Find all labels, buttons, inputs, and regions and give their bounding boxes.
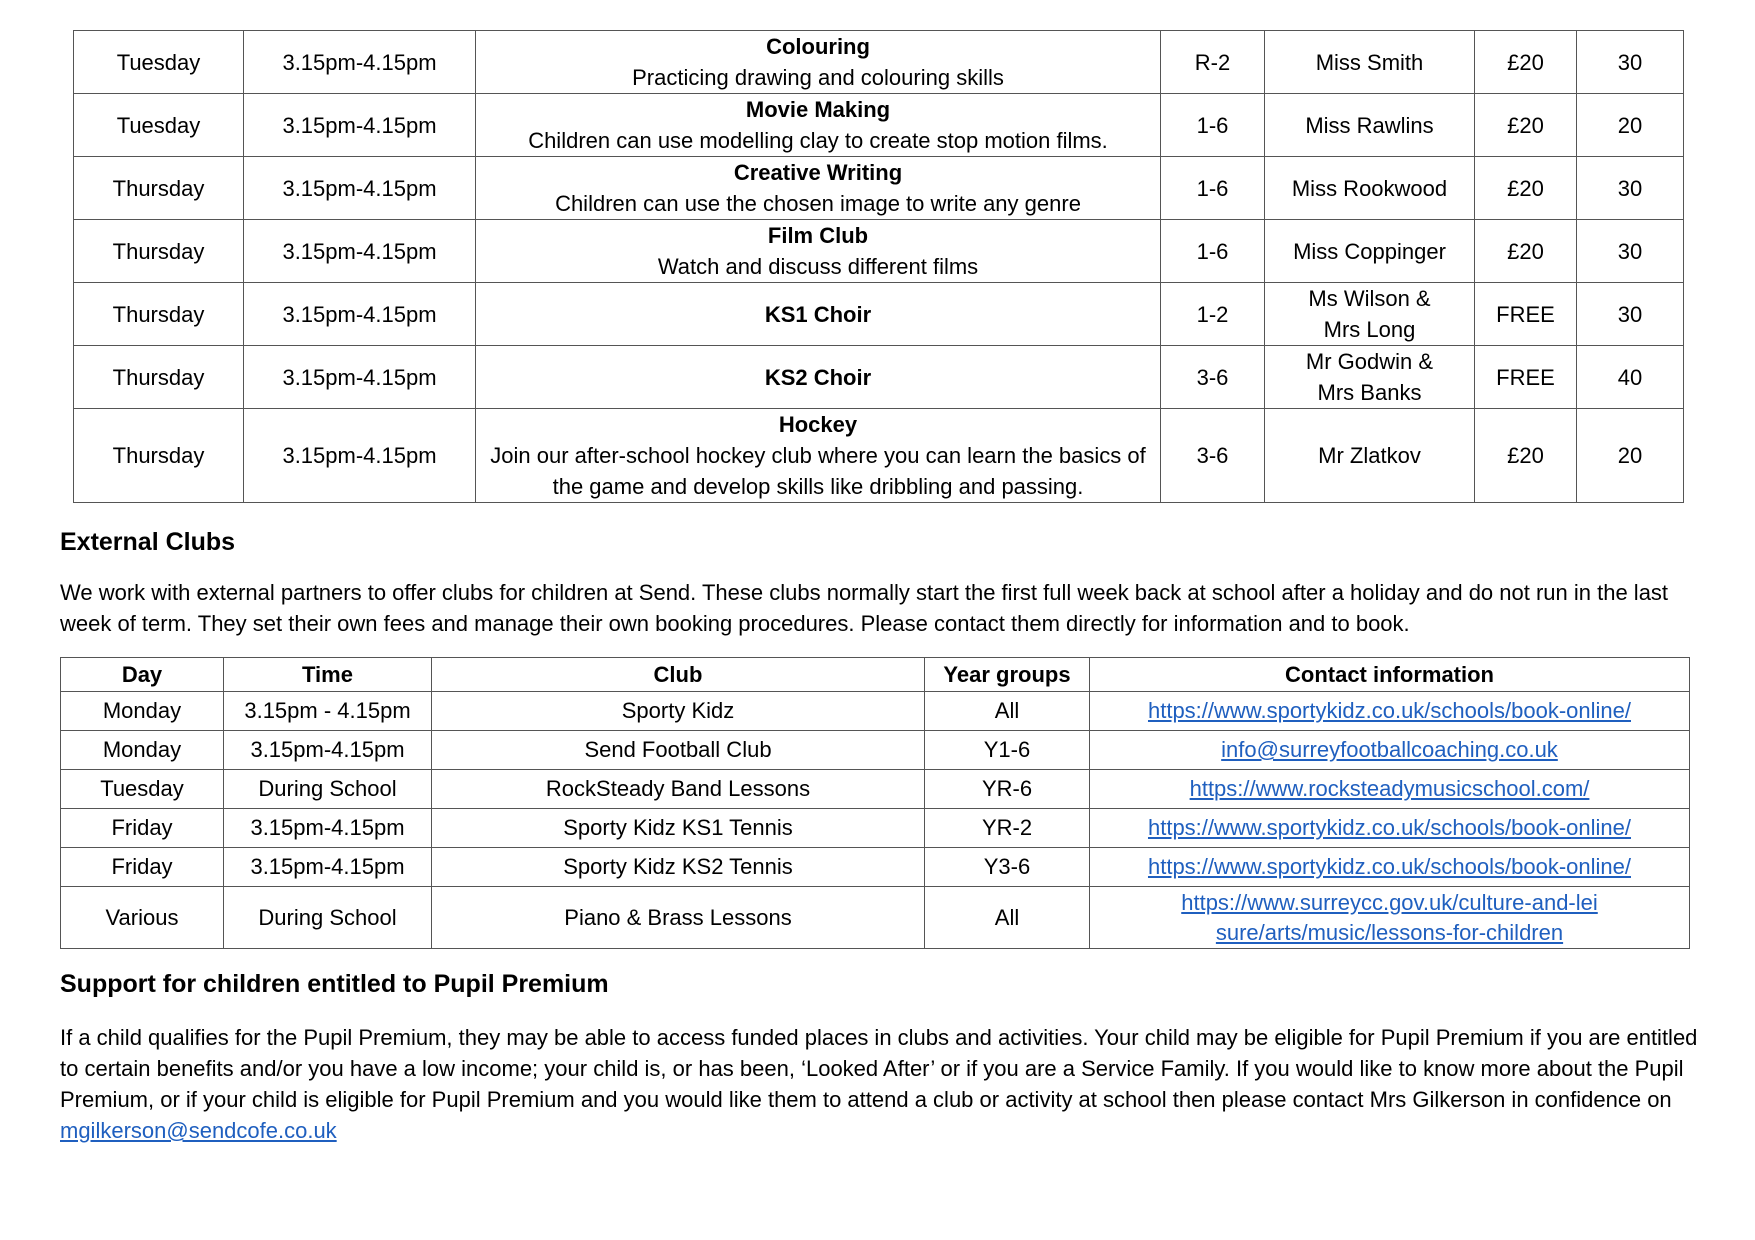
pupil-premium-heading: Support for children entitled to Pupil Premium — [60, 970, 609, 998]
contact-link[interactable]: https://www.rocksteadymusicschool.com/ — [1189, 776, 1590, 801]
external-clubs-table — [60, 657, 1690, 949]
contact-link[interactable]: https://www.sportykidz.co.uk/schools/book-online/ — [1147, 815, 1631, 840]
internal-clubs-table — [73, 30, 1684, 503]
time-cell: 3.15pm - 4.15pm — [224, 692, 432, 731]
table-row — [74, 94, 1684, 157]
places-cell: 20 — [1577, 409, 1684, 503]
time-cell: 3.15pm-4.15pm — [244, 220, 476, 283]
staff-cell: Miss Rookwood — [1265, 157, 1475, 220]
day-cell: Friday — [61, 809, 224, 848]
day-cell: Various — [61, 887, 224, 949]
places-cell: 30 — [1577, 220, 1684, 283]
table-row — [74, 157, 1684, 220]
table-row — [61, 848, 1690, 887]
contact-email-link[interactable]: info@surreyfootballcoaching.co.uk — [1221, 737, 1558, 762]
header-day: Day — [61, 658, 224, 692]
contact-cell — [1090, 770, 1690, 809]
years-cell: 1-6 — [1161, 157, 1265, 220]
years-cell: 3-6 — [1161, 346, 1265, 409]
years-cell: 3-6 — [1161, 409, 1265, 503]
years-cell: YR-6 — [925, 770, 1090, 809]
club-description: Children can use modelling clay to create stop motion films. — [528, 128, 1108, 153]
time-cell: 3.15pm-4.15pm — [224, 731, 432, 770]
contact-link[interactable]: https://www.sportykidz.co.uk/schools/book-online/ — [1147, 854, 1631, 879]
years-cell: Y3-6 — [925, 848, 1090, 887]
places-cell: 30 — [1577, 31, 1684, 94]
day-cell: Monday — [61, 692, 224, 731]
contact-link[interactable]: https://www.surreycc.gov.uk/culture-and-leisure/arts/music/lessons-for-children — [1181, 889, 1598, 945]
years-cell: Y1-6 — [925, 731, 1090, 770]
club-cell — [476, 220, 1161, 283]
table-row — [74, 31, 1684, 94]
cost-cell: £20 — [1475, 220, 1577, 283]
staff-cell: Mr Godwin & Mrs Banks — [1265, 346, 1475, 409]
places-cell: 30 — [1577, 283, 1684, 346]
club-name: KS2 Choir — [764, 364, 872, 390]
time-cell: 3.15pm-4.15pm — [224, 809, 432, 848]
contact-cell — [1090, 692, 1690, 731]
club-cell — [476, 157, 1161, 220]
time-cell: During School — [224, 887, 432, 949]
table-row — [61, 887, 1690, 949]
day-cell: Thursday — [74, 409, 244, 503]
years-cell: R-2 — [1161, 31, 1265, 94]
club-description: Children can use the chosen image to write any genre — [555, 191, 1081, 216]
pupil-premium-body: If a child qualifies for the Pupil Premium, they may be able to access funded places in clubs and activities. Your child may be eligible for Pupil Premium if you are entitled to certain benefits and/or you have a low income; your child is, or has been, ‘Looked After’ or if you are a Service Family. If you would like to know more about the Pupil Premium, or if your child is eligible for Pupil Premium and you would like them to attend a club or activity at school then please contact Mrs Gilkerson in confidence on — [60, 1025, 1698, 1112]
day-cell: Thursday — [74, 283, 244, 346]
club-cell: Send Football Club — [432, 731, 925, 770]
club-description: Join our after-school hockey club where you can learn the basics of the game and develop skills like dribbling and passing. — [490, 443, 1146, 499]
club-name: Creative Writing — [733, 160, 903, 185]
day-cell: Tuesday — [74, 94, 244, 157]
club-description: Watch and discuss different films — [657, 254, 979, 279]
external-clubs-intro: We work with external partners to offer clubs for children at Send. These clubs normally start the first full week back at school after a holiday and do not run in the last week of term. They set their own fees and manage their own booking procedures. Please contact them directly for information and to book. — [60, 580, 1669, 636]
header-club: Club — [432, 658, 925, 692]
club-cell — [476, 94, 1161, 157]
table-row — [61, 770, 1690, 809]
staff-cell: Ms Wilson & Mrs Long — [1265, 283, 1475, 346]
time-cell: 3.15pm-4.15pm — [244, 157, 476, 220]
time-cell: 3.15pm-4.15pm — [244, 346, 476, 409]
club-description: Practicing drawing and colouring skills — [632, 65, 1004, 90]
club-cell: Sporty Kidz — [432, 692, 925, 731]
day-cell: Friday — [61, 848, 224, 887]
staff-cell: Miss Rawlins — [1265, 94, 1475, 157]
club-name: Hockey — [778, 412, 858, 437]
table-row — [74, 409, 1684, 503]
contact-cell — [1090, 848, 1690, 887]
staff-cell: Miss Coppinger — [1265, 220, 1475, 283]
header-contact: Contact information — [1090, 658, 1690, 692]
table-row — [61, 731, 1690, 770]
pupil-premium-email-link[interactable]: mgilkerson@sendcofe.co.uk — [60, 1118, 337, 1143]
pupil-premium-text — [60, 1022, 1700, 1146]
club-name: Film Club — [767, 223, 869, 248]
day-cell: Monday — [61, 731, 224, 770]
club-cell: Sporty Kidz KS2 Tennis — [432, 848, 925, 887]
time-cell: 3.15pm-4.15pm — [244, 31, 476, 94]
places-cell: 40 — [1577, 346, 1684, 409]
cost-cell: £20 — [1475, 157, 1577, 220]
club-cell — [476, 31, 1161, 94]
club-cell — [476, 346, 1161, 409]
years-cell: All — [925, 887, 1090, 949]
table-row — [74, 220, 1684, 283]
club-cell: Piano & Brass Lessons — [432, 887, 925, 949]
header-time: Time — [224, 658, 432, 692]
external-clubs-heading: External Clubs — [60, 528, 236, 556]
club-name: Movie Making — [745, 97, 891, 122]
time-cell: 3.15pm-4.15pm — [244, 283, 476, 346]
staff-cell: Mr Zlatkov — [1265, 409, 1475, 503]
club-cell: Sporty Kidz KS1 Tennis — [432, 809, 925, 848]
club-name: Colouring — [766, 34, 870, 59]
club-cell: RockSteady Band Lessons — [432, 770, 925, 809]
table-header-row — [61, 658, 1690, 692]
day-cell: Thursday — [74, 157, 244, 220]
cost-cell: £20 — [1475, 94, 1577, 157]
day-cell: Tuesday — [74, 31, 244, 94]
years-cell: 1-6 — [1161, 94, 1265, 157]
club-cell — [476, 283, 1161, 346]
day-cell: Thursday — [74, 346, 244, 409]
contact-cell — [1090, 731, 1690, 770]
table-row — [74, 283, 1684, 346]
club-cell — [476, 409, 1161, 503]
cost-cell: FREE — [1475, 283, 1577, 346]
club-name: KS1 Choir — [764, 301, 872, 327]
cost-cell: FREE — [1475, 346, 1577, 409]
header-year-groups: Year groups — [925, 658, 1090, 692]
cost-cell: £20 — [1475, 409, 1577, 503]
places-cell: 30 — [1577, 157, 1684, 220]
day-cell: Tuesday — [61, 770, 224, 809]
cost-cell: £20 — [1475, 31, 1577, 94]
years-cell: 1-2 — [1161, 283, 1265, 346]
years-cell: YR-2 — [925, 809, 1090, 848]
contact-cell — [1090, 809, 1690, 848]
years-cell: All — [925, 692, 1090, 731]
time-cell: 3.15pm-4.15pm — [224, 848, 432, 887]
table-row — [61, 809, 1690, 848]
table-row — [74, 346, 1684, 409]
table-row — [61, 692, 1690, 731]
places-cell: 20 — [1577, 94, 1684, 157]
contact-cell — [1090, 887, 1690, 949]
contact-link[interactable]: https://www.sportykidz.co.uk/schools/book-online/ — [1147, 698, 1631, 723]
time-cell: During School — [224, 770, 432, 809]
day-cell: Thursday — [74, 220, 244, 283]
time-cell: 3.15pm-4.15pm — [244, 409, 476, 503]
staff-cell: Miss Smith — [1265, 31, 1475, 94]
years-cell: 1-6 — [1161, 220, 1265, 283]
time-cell: 3.15pm-4.15pm — [244, 94, 476, 157]
